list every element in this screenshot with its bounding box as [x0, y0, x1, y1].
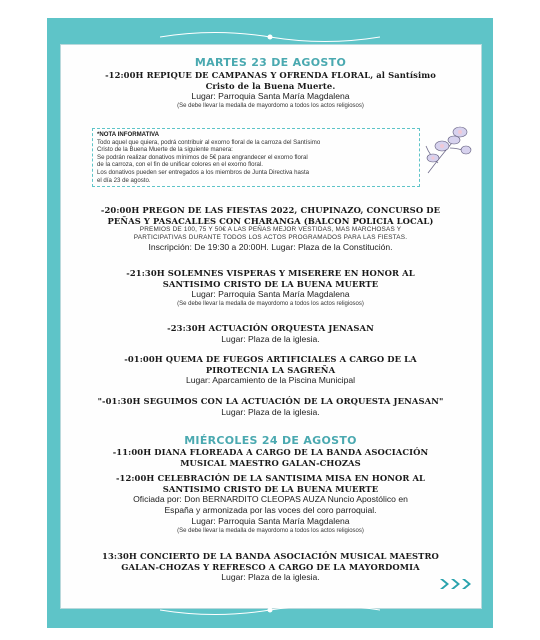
event-prizes-line: PARTICIPATIVAS DURANTE TODOS LOS ACTOS PROGRAMADOS PARA LAS FIESTAS. [133, 234, 408, 242]
event-title-line: SANTISIMO CRISTO DE LA BUENA MUERTE [162, 483, 379, 494]
event-officiant: Oficiada por: Don BERNARDITO CLEOPAS AUZA Nuncio Apostólico en [133, 494, 408, 505]
event-title-line: -11:00H DIANA FLOREADA A CARGO DE LA BANDA ASOCIACIÓN [112, 447, 429, 457]
event-title-line: PEÑAS Y PASACALLES CON CHARANGA (BALCON POLICIA LOCAL) [107, 215, 434, 226]
event-concierto [78, 551, 463, 583]
note-title: *NOTA INFORMATIVA [97, 131, 160, 138]
flower-decoration [418, 118, 476, 180]
event-prizes-line: PREMIOS DE 100, 75 Y 50€ A LAS PEÑAS MEJOR VESTIDAS, MAS MARCHOSAS Y [139, 226, 402, 234]
event-registration: Inscripción: De 19:30 a 20:00H. Lugar: Plaza de la Constitución. [148, 242, 393, 253]
event-repique [78, 70, 463, 110]
event-title-line: PIROTECNIA LA SAGREÑA [205, 364, 336, 375]
bottom-ornament [160, 603, 380, 617]
event-title-line: -21:30H SOLEMNES VISPERAS Y MISERERE EN HONOR AL [126, 268, 415, 278]
event-location: Lugar: Parroquia Santa María Magdalena [191, 289, 350, 300]
note-line: Se podrán realizar donativos mínimos de 5€ para engrandecer el exorno floral [97, 153, 308, 161]
note-line: el día 23 de agosto. [97, 176, 151, 184]
event-orquesta [78, 323, 463, 345]
event-title-line: MUSICAL MAESTRO GALAN-CHOZAS [180, 457, 361, 468]
day-heading-martes: MARTES 23 DE AGOSTO [194, 56, 347, 69]
event-note: (Se debe llevar la medalla de mayordomo a todos los actos religiosos) [177, 301, 364, 308]
event-pregon [78, 205, 463, 253]
event-title-line: SANTISIMO CRISTO DE LA BUENA MUERTE [162, 278, 379, 289]
event-title-line: -12:00H CELEBRACIÓN DE LA SANTISIMA MISA EN HONOR AL [115, 473, 426, 483]
event-diana [78, 447, 463, 468]
top-ornament [160, 30, 380, 44]
event-title-line: Cristo de la Buena Muerte. [205, 80, 336, 91]
note-line: Cristo de la Buena Muerte de la siguiente manera: [97, 146, 233, 154]
event-note: (Se debe llevar la medalla de mayordomo a todos los actos religiosos) [177, 528, 364, 535]
informative-note [92, 128, 420, 187]
event-officiant: España y armonizada por las voces del coro parroquial. [164, 505, 377, 516]
next-arrows-icon[interactable] [440, 578, 474, 590]
day-heading-miercoles: MIÉRCOLES 24 DE AGOSTO [184, 434, 357, 447]
event-note: (Se debe llevar la medalla de mayordomo a todos los actos religiosos) [177, 103, 364, 110]
event-fuegos [78, 354, 463, 386]
event-title-line: 13:30H CONCIERTO DE LA BANDA ASOCIACIÓN MUSICAL MAESTRO [102, 551, 439, 561]
event-location: Lugar: Plaza de la iglesia. [221, 333, 320, 344]
note-line: Los donativos pueden ser entregados a los miembros de Junta Directiva hasta [97, 168, 310, 176]
event-location: Lugar: Plaza de la iglesia. [221, 406, 320, 417]
event-visperas [78, 268, 463, 308]
note-line: de la carroza, con el fin de unificar colores en el exorno floral. [97, 161, 263, 169]
event-title-line: -23:30H ACTUACIÓN ORQUESTA JENASAN [167, 323, 374, 333]
event-orquesta-continua [78, 396, 463, 418]
event-title-line: -01:00H QUEMA DE FUEGOS ARTIFICIALES A CARGO DE LA [124, 354, 417, 364]
event-title-line: GALAN-CHOZAS Y REFRESCO A CARGO DE LA MAYORDOMIA [121, 561, 420, 572]
event-misa [78, 473, 463, 535]
event-title-line: "-01:30H SEGUIMOS CON LA ACTUACIÓN DE LA ORQUESTA JENASAN" [97, 396, 444, 406]
event-location: Lugar: Parroquia Santa María Magdalena [191, 516, 350, 527]
note-line: Todo aquel que quiera, podrá contribuir al exorno floral de la carroza del Santísimo [97, 138, 321, 146]
event-location: Lugar: Aparcamiento de la Piscina Municipal [185, 375, 356, 386]
event-location: Lugar: Plaza de la iglesia. [221, 572, 320, 583]
event-title-line: -12:00H REPIQUE DE CAMPANAS Y OFRENDA FLORAL, al Santísimo [105, 70, 436, 80]
event-location: Lugar: Parroquia Santa María Magdalena [191, 91, 350, 102]
event-title-line: -20:00H PREGON DE LAS FIESTAS 2022, CHUPINAZO, CONCURSO DE [100, 205, 441, 215]
